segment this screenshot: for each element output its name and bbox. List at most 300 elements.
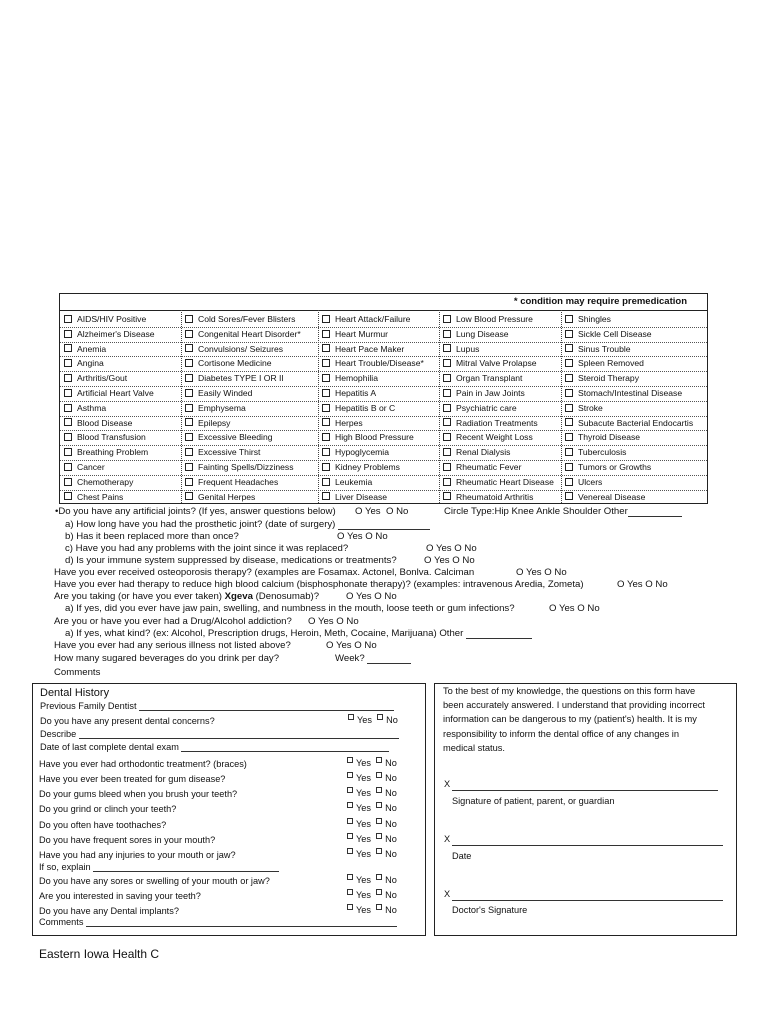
checkbox-icon[interactable]: [443, 463, 451, 471]
checkbox-icon[interactable]: [322, 463, 330, 471]
condition-checkbox-item[interactable]: [322, 373, 378, 383]
checkbox-icon[interactable]: [565, 344, 573, 352]
checkbox-icon[interactable]: [185, 389, 193, 397]
checkbox-icon[interactable]: [322, 374, 330, 382]
condition-label: Thyroid Disease: [578, 432, 641, 443]
checkbox-icon[interactable]: [322, 330, 330, 338]
consent-line: To the best of my knowledge, the questions on this form have: [443, 686, 696, 696]
condition-label: Arthritis/Gout: [77, 373, 128, 384]
condition-label: Hypoglycemia: [335, 447, 389, 458]
condition-checkbox-item[interactable]: [322, 358, 424, 368]
checkbox-icon[interactable]: [376, 757, 382, 763]
checkbox-icon[interactable]: [64, 404, 72, 412]
row-divider: [60, 342, 707, 343]
checkbox-icon[interactable]: [322, 478, 330, 486]
condition-label: Subacute Bacterial Endocartis: [578, 417, 694, 428]
condition-checkbox-item[interactable]: [443, 477, 554, 487]
checkbox-icon[interactable]: [185, 418, 193, 426]
condition-checkbox-item[interactable]: [322, 477, 372, 487]
condition-checkbox-item[interactable]: [64, 358, 104, 368]
condition-checkbox-item[interactable]: [185, 329, 301, 339]
row-divider: [60, 490, 707, 491]
yes-label: Yes: [356, 890, 371, 900]
condition-checkbox-item[interactable]: [322, 344, 404, 354]
condition-checkbox-item[interactable]: [185, 388, 252, 398]
calcium-therapy-question: Have you ever had therapy to reduce high blood calcium (bisphosphonate therapy)? (examples: intravenous Aredia, Zometa): [54, 579, 584, 590]
checkbox-icon[interactable]: [64, 478, 72, 486]
condition-checkbox-item[interactable]: [565, 462, 651, 472]
immune-system-question: d) Is your immune system suppressed by disease, medications or treatments?: [65, 555, 397, 566]
checkbox-icon[interactable]: [347, 889, 353, 895]
condition-checkbox-item[interactable]: [565, 492, 645, 502]
checkbox-icon[interactable]: [185, 344, 193, 352]
doctor-signature-line[interactable]: [452, 900, 723, 901]
checkbox-icon[interactable]: [376, 833, 382, 839]
no-label: No: [385, 875, 397, 885]
condition-label: High Blood Pressure: [335, 432, 414, 443]
condition-label: Diabetes TYPE I OR II: [198, 373, 284, 384]
osteoporosis-answer[interactable]: O Yes O No: [516, 567, 567, 578]
yes-label: Yes: [356, 819, 371, 829]
condition-label: Heart Pace Maker: [335, 343, 405, 354]
checkbox-icon[interactable]: [322, 433, 330, 441]
artificial-joints-question: •Do you have any artificial joints? (If yes, answer questions below): [55, 506, 336, 517]
checkbox-icon[interactable]: [322, 404, 330, 412]
condition-label: Ulcers: [578, 476, 603, 487]
checkbox-icon[interactable]: [443, 433, 451, 441]
row-divider: [60, 327, 707, 328]
dental-yes-no-answer[interactable]: [347, 849, 397, 859]
condition-label: Recent Weight Loss: [456, 432, 533, 443]
serious-illness-question: Have you ever had any serious illness not listed above?: [54, 640, 291, 651]
checkbox-icon[interactable]: [376, 818, 382, 824]
no-label: No: [385, 803, 397, 813]
condition-checkbox-item[interactable]: [322, 388, 376, 398]
condition-checkbox-item[interactable]: [64, 329, 155, 339]
condition-label: Blood Transfusion: [77, 432, 146, 443]
joint-replaced-answer[interactable]: O Yes O No: [337, 531, 388, 542]
checkbox-icon[interactable]: [565, 463, 573, 471]
condition-checkbox-item[interactable]: [443, 447, 510, 457]
condition-checkbox-item[interactable]: [185, 373, 284, 383]
condition-label: Herpes: [335, 417, 363, 428]
patient-signature-line[interactable]: [452, 790, 718, 791]
checkbox-icon[interactable]: [185, 330, 193, 338]
checkbox-icon[interactable]: [565, 315, 573, 323]
checkbox-icon[interactable]: [376, 874, 382, 880]
checkbox-icon[interactable]: [347, 757, 353, 763]
row-divider: [60, 386, 707, 387]
dental-question: Do you have frequent sores in your mouth?: [39, 835, 216, 845]
checkbox-icon[interactable]: [376, 889, 382, 895]
checkbox-icon[interactable]: [376, 848, 382, 854]
condition-checkbox-item[interactable]: [185, 418, 230, 428]
dental-question: Are you interested in saving your teeth?: [39, 891, 201, 901]
row-divider: [60, 371, 707, 372]
yes-label: Yes: [356, 758, 371, 768]
checkbox-icon[interactable]: [443, 374, 451, 382]
checkbox-icon[interactable]: [443, 404, 451, 412]
condition-label: Low Blood Pressure: [456, 314, 533, 324]
condition-label: Hemophilia: [335, 373, 378, 384]
condition-label: Anemia: [77, 343, 107, 354]
condition-checkbox-item[interactable]: [64, 388, 154, 398]
checkbox-icon[interactable]: [64, 374, 72, 382]
condition-label: Heart Attack/Failure: [335, 314, 411, 324]
condition-label: Sinus Trouble: [578, 343, 631, 354]
condition-label: Blood Disease: [77, 417, 133, 428]
patient-signature-label: Signature of patient, parent, or guardian: [452, 796, 615, 806]
condition-checkbox-item[interactable]: [443, 403, 517, 413]
dental-question: Do you often have toothaches?: [39, 820, 167, 830]
condition-checkbox-item[interactable]: [64, 447, 148, 457]
condition-checkbox-item[interactable]: [565, 314, 611, 324]
condition-label: Cancer: [77, 462, 105, 472]
addiction-answer[interactable]: O Yes O No: [308, 616, 359, 627]
checkbox-icon[interactable]: [376, 802, 382, 808]
condition-checkbox-item[interactable]: [443, 462, 521, 472]
checkbox-icon[interactable]: [376, 787, 382, 793]
dental-question: Do your gums bleed when you brush your teeth?: [39, 789, 238, 799]
condition-checkbox-item[interactable]: [64, 477, 133, 487]
checkbox-icon[interactable]: [565, 330, 573, 338]
checkbox-icon[interactable]: [565, 389, 573, 397]
previous-dentist-field[interactable]: Previous Family Dentist: [40, 701, 394, 711]
condition-checkbox-item[interactable]: [64, 344, 106, 354]
condition-checkbox-item[interactable]: [64, 403, 106, 413]
conditions-table: [59, 293, 708, 504]
checkbox-icon[interactable]: [322, 359, 330, 367]
jaw-pain-question: a) If yes, did you ever have jaw pain, swelling, and numbness in the mouth, loose teeth or gum infections?: [65, 603, 515, 614]
condition-checkbox-item[interactable]: [443, 418, 538, 428]
checkbox-icon[interactable]: [185, 492, 193, 500]
condition-label: Artificial Heart Valve: [77, 388, 154, 398]
checkbox-icon[interactable]: [185, 404, 193, 412]
checkbox-icon[interactable]: [565, 374, 573, 382]
condition-label: Stomach/Intestinal Disease: [578, 388, 683, 398]
condition-label: Excessive Bleeding: [198, 432, 273, 443]
condition-label: Psychiatric care: [456, 402, 517, 413]
condition-checkbox-item[interactable]: [443, 492, 533, 502]
dental-question: Have you ever been treated for gum disease?: [39, 774, 226, 784]
addiction-question: Are you or have you ever had a Drug/Alcohol addiction?: [54, 616, 292, 627]
checkbox-icon[interactable]: [322, 344, 330, 352]
condition-label: Leukemia: [335, 476, 373, 487]
checkbox-icon[interactable]: [443, 418, 451, 426]
sugared-beverages-question: How many sugared beverages do you drink per day?: [54, 653, 280, 664]
condition-label: Epilepsy: [198, 417, 231, 428]
checkbox-icon[interactable]: [347, 802, 353, 808]
checkbox-icon[interactable]: [64, 344, 72, 352]
checkbox-icon[interactable]: [347, 874, 353, 880]
condition-label: Breathing Problem: [77, 447, 149, 458]
condition-checkbox-item[interactable]: [322, 432, 414, 442]
condition-checkbox-item[interactable]: [565, 373, 639, 383]
checkbox-icon[interactable]: [322, 448, 330, 456]
condition-checkbox-item[interactable]: [322, 462, 400, 472]
checkbox-icon[interactable]: [443, 344, 451, 352]
checkbox-icon[interactable]: [64, 389, 72, 397]
condition-label: Convulsions/ Seizures: [198, 343, 284, 354]
condition-checkbox-item[interactable]: [185, 432, 273, 442]
checkbox-icon[interactable]: [64, 492, 72, 500]
checkbox-icon[interactable]: [443, 330, 451, 338]
joint-problems-question: c) Have you had any problems with the joint since it was replaced?: [65, 543, 349, 554]
condition-label: Venereal Disease: [578, 491, 646, 502]
condition-checkbox-item[interactable]: [443, 388, 525, 398]
consent-box: [434, 683, 737, 936]
checkbox-icon[interactable]: [565, 448, 573, 456]
dental-yes-no-answer[interactable]: [347, 788, 397, 798]
checkbox-icon[interactable]: [565, 418, 573, 426]
comments-label: Comments: [54, 667, 101, 678]
last-exam-field[interactable]: Date of last complete dental exam: [40, 742, 389, 752]
condition-checkbox-item[interactable]: [64, 373, 127, 383]
checkbox-icon[interactable]: [185, 448, 193, 456]
condition-label: Lung Disease: [456, 328, 509, 339]
dental-yes-no-answer[interactable]: [347, 803, 397, 813]
row-divider: [60, 356, 707, 357]
checkbox-icon[interactable]: [322, 492, 330, 500]
condition-checkbox-item[interactable]: [443, 329, 509, 339]
dental-question: Have you ever had orthodontic treatment? (braces): [39, 759, 247, 769]
checkbox-icon[interactable]: [64, 433, 72, 441]
condition-label: Renal Dialysis: [456, 447, 511, 458]
doctor-signature-x: X: [444, 889, 451, 899]
no-label: No: [385, 788, 397, 798]
condition-label: Radiation Treatments: [456, 417, 538, 428]
dental-question: Do you have any Dental implants?: [39, 906, 179, 916]
describe-field[interactable]: Describe: [40, 729, 399, 739]
yes-label: Yes: [356, 905, 371, 915]
calcium-therapy-answer[interactable]: O Yes O No: [617, 579, 668, 590]
checkbox-icon[interactable]: [64, 315, 72, 323]
no-label: No: [385, 849, 397, 859]
row-divider: [60, 416, 707, 417]
date-label: Date: [452, 851, 472, 861]
condition-label: Cortisone Medicine: [198, 358, 272, 369]
conditions-header: [60, 294, 707, 311]
checkbox-icon[interactable]: [443, 359, 451, 367]
condition-label: Pain in Jaw Joints: [456, 388, 525, 398]
checkbox-icon[interactable]: [376, 904, 382, 910]
condition-label: Heart Murmur: [335, 328, 389, 339]
xgeva-answer[interactable]: O Yes O No: [346, 591, 397, 602]
condition-checkbox-item[interactable]: [565, 358, 644, 368]
xgeva-question: Are you taking (or have you ever taken) Xgeva (Denosumab)?: [54, 591, 320, 602]
condition-checkbox-item[interactable]: [322, 492, 387, 502]
condition-label: Spleen Removed: [578, 358, 644, 369]
checkbox-icon[interactable]: [322, 418, 330, 426]
checkbox-icon[interactable]: [64, 418, 72, 426]
condition-checkbox-item[interactable]: [185, 462, 294, 472]
checkbox-icon[interactable]: [565, 478, 573, 486]
checkbox-icon[interactable]: [185, 315, 193, 323]
no-label: No: [385, 890, 397, 900]
condition-checkbox-item[interactable]: [64, 418, 132, 428]
checkbox-icon[interactable]: [64, 463, 72, 471]
dental-question: Do you have any sores or swelling of your mouth or jaw?: [39, 876, 270, 886]
condition-checkbox-item[interactable]: [322, 314, 410, 324]
date-line[interactable]: [452, 845, 723, 846]
condition-label: Shingles: [578, 314, 611, 324]
checkbox-icon[interactable]: [565, 433, 573, 441]
consent-line: been accurately answered. I understand that providing incorrect: [443, 700, 706, 711]
condition-label: Liver Disease: [335, 491, 388, 502]
condition-checkbox-item[interactable]: [185, 403, 246, 413]
addiction-kind-question: a) If yes, what kind? (ex: Alcohol, Prescription drugs, Heroin, Meth, Cocaine, Marijuana) Other: [65, 628, 532, 639]
joint-replaced-question: b) Has it been replaced more than once?: [65, 531, 239, 542]
circle-joint-type[interactable]: Circle Type:Hip Knee Ankle Shoulder Other: [444, 506, 682, 517]
row-divider: [60, 475, 707, 476]
condition-label: AIDS/HIV Positive: [77, 314, 147, 324]
serious-illness-answer[interactable]: O Yes O No: [326, 640, 377, 651]
dental-history-title: Dental History: [40, 687, 110, 699]
condition-checkbox-item[interactable]: [322, 403, 395, 413]
checkbox-icon[interactable]: [322, 315, 330, 323]
condition-label: Congenital Heart Disorder*: [198, 328, 301, 339]
sugared-week-field[interactable]: Week?: [335, 653, 411, 664]
condition-checkbox-item[interactable]: [322, 329, 388, 339]
condition-checkbox-item[interactable]: [64, 314, 146, 324]
checkbox-icon[interactable]: [185, 433, 193, 441]
condition-checkbox-item[interactable]: [443, 314, 533, 324]
condition-checkbox-item[interactable]: [443, 373, 522, 383]
checkbox-icon[interactable]: [565, 404, 573, 412]
condition-checkbox-item[interactable]: [185, 447, 260, 457]
condition-checkbox-item[interactable]: [565, 432, 640, 442]
condition-checkbox-item[interactable]: [322, 418, 363, 428]
yes-label: Yes: [356, 788, 371, 798]
condition-label: Kidney Problems: [335, 462, 400, 472]
condition-label: Heart Trouble/Disease*: [335, 358, 424, 369]
condition-checkbox-item[interactable]: [443, 344, 479, 354]
condition-checkbox-item[interactable]: [565, 388, 682, 398]
condition-label: Chemotherapy: [77, 476, 134, 487]
dental-yes-no-answer[interactable]: [347, 890, 397, 900]
no-label: No: [385, 758, 397, 768]
condition-checkbox-item[interactable]: [565, 403, 603, 413]
consent-line: information can be dangerous to my (patient's) health. It is my: [443, 714, 697, 725]
footer-text: Eastern Iowa Health C: [39, 947, 160, 961]
joint-problems-answer[interactable]: O Yes O No: [426, 543, 477, 554]
checkbox-icon[interactable]: [64, 330, 72, 338]
condition-label: Angina: [77, 358, 104, 369]
present-concerns-question: Do you have any present dental concerns?: [40, 716, 215, 726]
condition-checkbox-item[interactable]: [64, 492, 123, 502]
condition-label: Cold Sores/Fever Blisters: [198, 314, 296, 324]
date-x: X: [444, 834, 451, 844]
injury-explain-field[interactable]: If so, explain: [39, 862, 279, 872]
immune-system-answer[interactable]: O Yes O No: [424, 555, 475, 566]
artificial-joints-answer[interactable]: O Yes O No: [355, 506, 409, 517]
condition-label: Tumors or Growths: [578, 462, 652, 472]
condition-checkbox-item[interactable]: [443, 432, 533, 442]
checkbox-icon[interactable]: [185, 463, 193, 471]
condition-checkbox-item[interactable]: [64, 432, 146, 442]
checkbox-icon[interactable]: [565, 492, 573, 500]
checkbox-icon[interactable]: [347, 787, 353, 793]
dental-yes-no-answer[interactable]: [347, 773, 397, 783]
condition-label: Hepatitis A: [335, 388, 377, 398]
checkbox-icon[interactable]: [64, 448, 72, 456]
condition-checkbox-item[interactable]: [185, 314, 295, 324]
condition-checkbox-item[interactable]: [64, 462, 105, 472]
dental-yes-no-answer[interactable]: [347, 875, 397, 885]
checkbox-icon[interactable]: [347, 818, 353, 824]
condition-label: Tuberculosis: [578, 447, 627, 458]
condition-checkbox-item[interactable]: [565, 344, 631, 354]
row-divider: [60, 460, 707, 461]
checkbox-icon[interactable]: [322, 389, 330, 397]
checkbox-icon[interactable]: [64, 359, 72, 367]
row-divider: [60, 430, 707, 431]
dental-yes-no-answer[interactable]: [347, 758, 397, 768]
dental-yes-no-answer[interactable]: [347, 819, 397, 829]
jaw-pain-answer[interactable]: O Yes O No: [549, 603, 600, 614]
present-concerns-answer[interactable]: Yes No: [348, 715, 398, 725]
premedication-note: * condition may require premedication: [513, 296, 687, 307]
checkbox-icon[interactable]: [185, 374, 193, 382]
consent-line: responsibility to inform the dental office of any changes in: [443, 728, 680, 739]
doctor-signature-label: Doctor's Signature: [452, 905, 528, 915]
checkbox-icon[interactable]: [443, 478, 451, 486]
checkbox-icon[interactable]: [185, 359, 193, 367]
checkbox-icon[interactable]: [443, 389, 451, 397]
yes-label: Yes: [356, 849, 371, 859]
checkbox-icon[interactable]: [443, 315, 451, 323]
condition-label: Alzheimer's Disease: [77, 328, 155, 339]
checkbox-icon[interactable]: [376, 772, 382, 778]
dental-yes-no-answer[interactable]: [347, 905, 397, 915]
dental-yes-no-answer[interactable]: [347, 834, 397, 844]
condition-checkbox-item[interactable]: [185, 492, 255, 502]
condition-label: Stroke: [578, 402, 603, 413]
checkbox-icon[interactable]: [443, 448, 451, 456]
condition-checkbox-item[interactable]: [565, 418, 693, 428]
checkbox-icon[interactable]: [347, 904, 353, 910]
condition-checkbox-item[interactable]: [565, 329, 652, 339]
condition-checkbox-item[interactable]: [443, 358, 537, 368]
condition-label: Excessive Thirst: [198, 447, 261, 458]
condition-checkbox-item[interactable]: [185, 344, 283, 354]
condition-checkbox-item[interactable]: [322, 447, 389, 457]
condition-checkbox-item[interactable]: [565, 477, 602, 487]
condition-label: Frequent Headaches: [198, 476, 279, 487]
condition-label: Rheumatoid Arthritis: [456, 491, 534, 502]
checkbox-icon[interactable]: [443, 492, 451, 500]
condition-label: Easily Winded: [198, 388, 253, 398]
yes-label: Yes: [356, 773, 371, 783]
dental-question: Have you had any injuries to your mouth or jaw?: [39, 850, 236, 860]
condition-checkbox-item[interactable]: [185, 358, 272, 368]
patient-signature-x: X: [444, 779, 451, 789]
no-label: No: [385, 819, 397, 829]
checkbox-icon[interactable]: [565, 359, 573, 367]
condition-label: Chest Pains: [77, 491, 124, 502]
checkbox-icon[interactable]: [347, 848, 353, 854]
checkbox-icon[interactable]: [347, 833, 353, 839]
checkbox-icon[interactable]: [347, 772, 353, 778]
dental-comments-field[interactable]: Comments: [39, 917, 397, 927]
condition-checkbox-item[interactable]: [565, 447, 626, 457]
condition-label: Emphysema: [198, 402, 246, 413]
condition-checkbox-item[interactable]: [185, 477, 278, 487]
dental-question: Do you grind or clinch your teeth?: [39, 804, 177, 814]
prosthetic-joint-duration-question: a) How long have you had the prosthetic joint? (date of surgery): [65, 519, 430, 530]
yes-label: Yes: [356, 803, 371, 813]
checkbox-icon[interactable]: [185, 478, 193, 486]
